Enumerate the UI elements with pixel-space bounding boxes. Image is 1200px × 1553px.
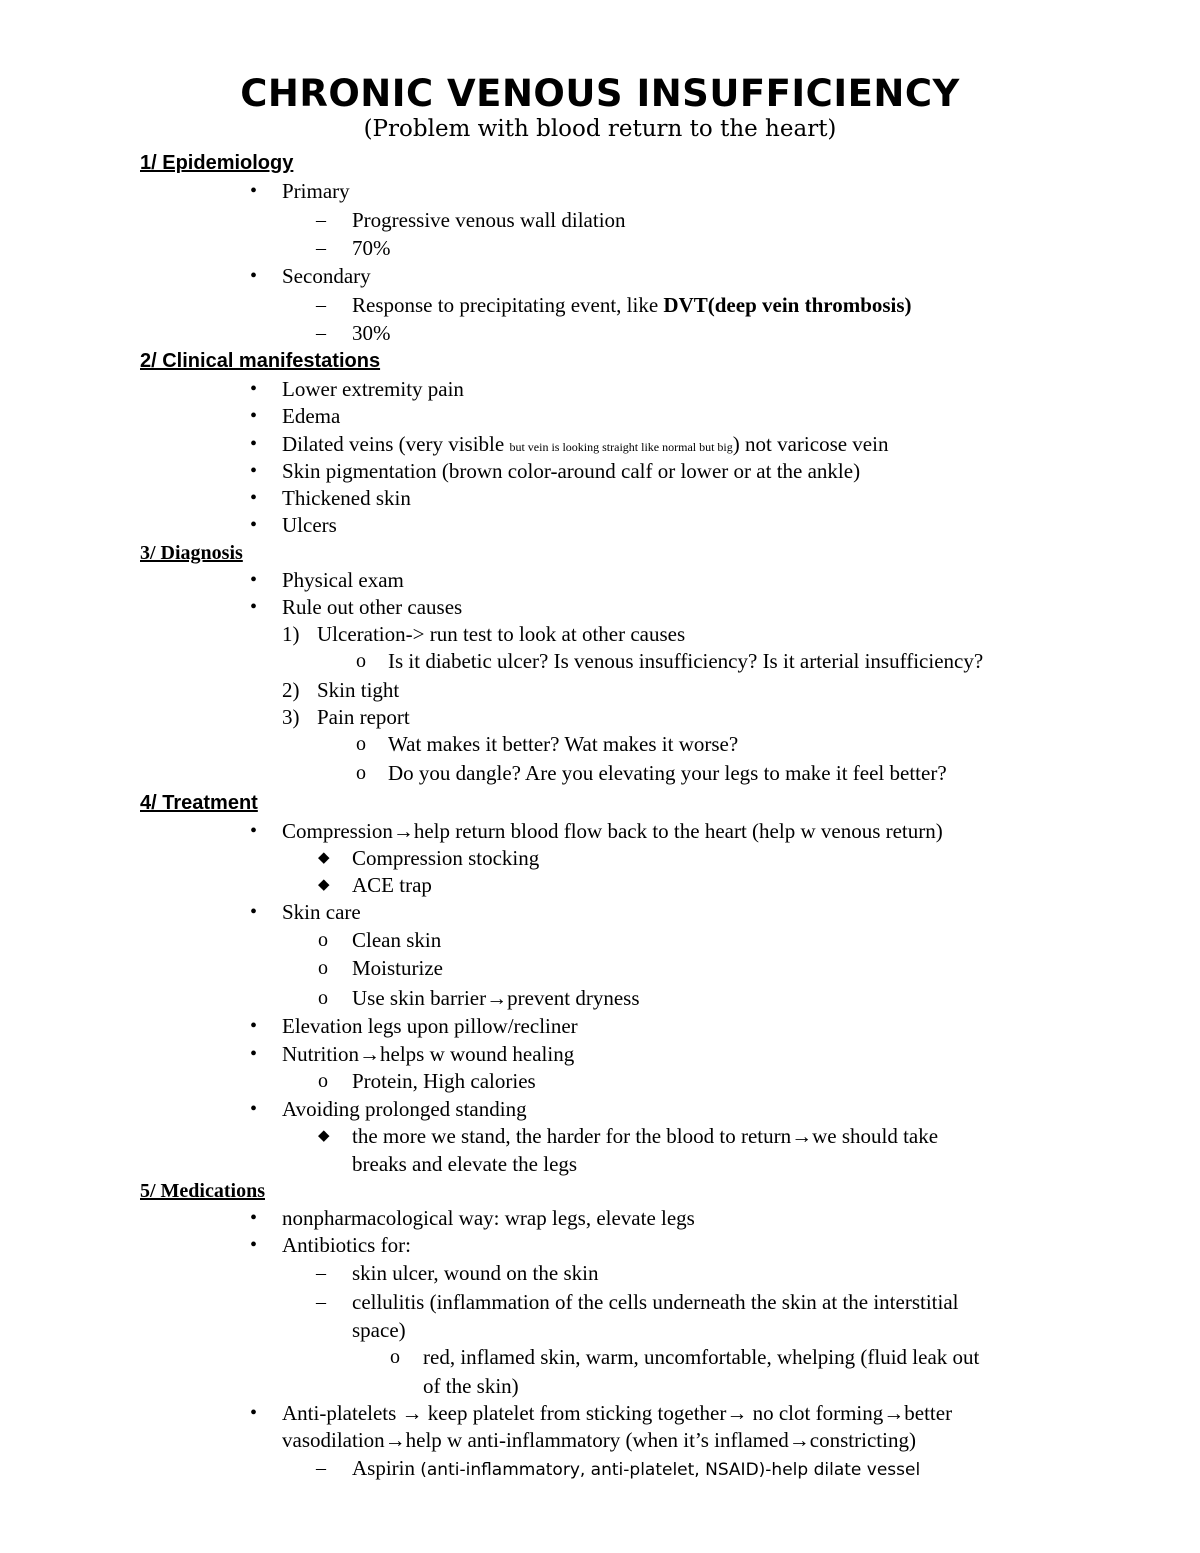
list-item-bold: DVT(deep vein thrombosis) <box>663 293 912 317</box>
bullet-marker: • <box>250 405 258 427</box>
bullet-marker: • <box>250 1234 258 1256</box>
bullet-marker: • <box>250 820 258 842</box>
diamond-marker: ◆ <box>318 850 330 866</box>
list-item: nonpharmacological way: wrap legs, elevate legs <box>282 1206 695 1230</box>
list-item-continuation: breaks and elevate the legs <box>352 1152 578 1176</box>
bullet-marker: • <box>250 460 258 482</box>
circle-marker: o <box>318 1070 328 1092</box>
list-item-continuation: vasodilation→help w anti-inflammatory (when it’s inflamed→constricting) <box>282 1428 916 1452</box>
bullet-marker: • <box>250 180 258 202</box>
dash-marker: – <box>316 1291 326 1313</box>
circle-marker: o <box>318 987 328 1009</box>
list-item: Antibiotics for: <box>282 1233 411 1257</box>
bullet-marker: • <box>250 596 258 618</box>
bullet-marker: • <box>250 1402 258 1424</box>
list-item: Ulceration-> run test to look at other causes <box>317 622 686 646</box>
bullet-marker: • <box>250 1098 258 1120</box>
list-item <box>352 292 912 319</box>
list-item: Lower extremity pain <box>282 377 464 401</box>
dash-marker: – <box>316 1262 326 1284</box>
bullet-marker: • <box>250 378 258 400</box>
list-item: Physical exam <box>282 568 404 592</box>
list-item: Thickened skin <box>282 486 411 510</box>
list-item: Secondary <box>282 264 371 288</box>
list-item: Compression→help return blood flow back to the heart (help w venous return) <box>282 819 943 843</box>
list-item: Elevation legs upon pillow/recliner <box>282 1014 578 1038</box>
list-item-continuation: of the skin) <box>423 1374 519 1398</box>
list-item-small: but vein is looking straight like normal but big <box>509 440 733 454</box>
list-item: Primary <box>282 179 350 203</box>
list-item: 30% <box>352 321 391 345</box>
list-item: Anti-platelets → keep platelet from sticking together→ no clot forming→better <box>282 1401 953 1425</box>
dash-marker: – <box>316 1457 326 1479</box>
list-number: 2) <box>282 678 300 702</box>
list-item <box>282 431 888 461</box>
list-item-text: Dilated veins (very visible <box>282 432 510 456</box>
list-item: Compression stocking <box>352 846 540 870</box>
circle-marker: o <box>318 957 328 979</box>
list-item: Skin tight <box>317 678 400 702</box>
page-title: CHRONIC VENOUS INSUFFICIENCY <box>240 72 960 115</box>
list-item: cellulitis (inflammation of the cells underneath the skin at the interstitial <box>352 1290 959 1314</box>
dash-marker: – <box>316 209 326 231</box>
list-item-small: (anti-inflammatory, anti-platelet, NSAID)-help dilate vessel <box>420 1460 921 1480</box>
list-item: Rule out other causes <box>282 595 463 619</box>
list-item: Pain report <box>317 705 410 729</box>
dash-marker: – <box>316 322 326 344</box>
section-heading-treatment: 4/ Treatment <box>140 792 258 814</box>
list-item: red, inflamed skin, warm, uncomfortable, whelping (fluid leak out <box>423 1345 980 1369</box>
list-item: ACE trap <box>352 873 432 897</box>
list-item: Nutrition→helps w wound healing <box>282 1042 575 1066</box>
bullet-marker: • <box>250 433 258 455</box>
list-item: Use skin barrier→prevent dryness <box>352 986 640 1010</box>
list-item: Skin pigmentation (brown color-around calf or lower or at the ankle) <box>282 459 861 483</box>
list-item: Is it diabetic ulcer? Is venous insufficiency? Is it arterial insufficiency? <box>388 649 984 673</box>
list-item: 70% <box>352 236 391 260</box>
list-item: Do you dangle? Are you elevating your legs to make it feel better? <box>388 761 947 785</box>
list-item: Edema <box>282 404 341 428</box>
dash-marker: – <box>316 294 326 316</box>
circle-marker: o <box>356 762 366 784</box>
list-item-text: Response to precipitating event, like <box>352 293 664 317</box>
page-subtitle: (Problem with blood return to the heart) <box>363 116 837 142</box>
list-item-text: Aspirin <box>352 1456 421 1480</box>
list-item: Progressive venous wall dilation <box>352 208 626 232</box>
list-item: Clean skin <box>352 928 442 952</box>
bullet-marker: • <box>250 487 258 509</box>
section-heading-medications: 5/ Medications <box>140 1180 265 1202</box>
bullet-marker: • <box>250 514 258 536</box>
section-heading-diagnosis: 3/ Diagnosis <box>140 542 243 564</box>
bullet-marker: • <box>250 901 258 923</box>
circle-marker: o <box>390 1346 400 1368</box>
bullet-marker: • <box>250 569 258 591</box>
list-item: Protein, High calories <box>352 1069 536 1093</box>
list-item: Avoiding prolonged standing <box>282 1097 527 1121</box>
list-item: Wat makes it better? Wat makes it worse? <box>388 732 739 756</box>
circle-marker: o <box>318 929 328 951</box>
list-item <box>352 1455 920 1484</box>
circle-marker: o <box>356 733 366 755</box>
circle-marker: o <box>356 650 366 672</box>
list-number: 3) <box>282 705 300 729</box>
bullet-marker: • <box>250 1015 258 1037</box>
section-heading-clinical: 2/ Clinical manifestations <box>140 350 381 372</box>
bullet-marker: • <box>250 1043 258 1065</box>
list-number: 1) <box>282 622 300 646</box>
list-item: the more we stand, the harder for the blood to return→we should take <box>352 1124 939 1148</box>
dash-marker: – <box>316 237 326 259</box>
section-heading-epidemiology: 1/ Epidemiology <box>140 152 294 174</box>
list-item-continuation: space) <box>352 1318 406 1342</box>
list-item-text: ) not varicose vein <box>732 432 889 456</box>
diamond-marker: ◆ <box>318 1128 330 1144</box>
list-item: Ulcers <box>282 513 337 537</box>
list-item: Skin care <box>282 900 361 924</box>
bullet-marker: • <box>250 1207 258 1229</box>
diamond-marker: ◆ <box>318 877 330 893</box>
list-item: Moisturize <box>352 956 443 980</box>
list-item: skin ulcer, wound on the skin <box>352 1261 599 1285</box>
bullet-marker: • <box>250 265 258 287</box>
